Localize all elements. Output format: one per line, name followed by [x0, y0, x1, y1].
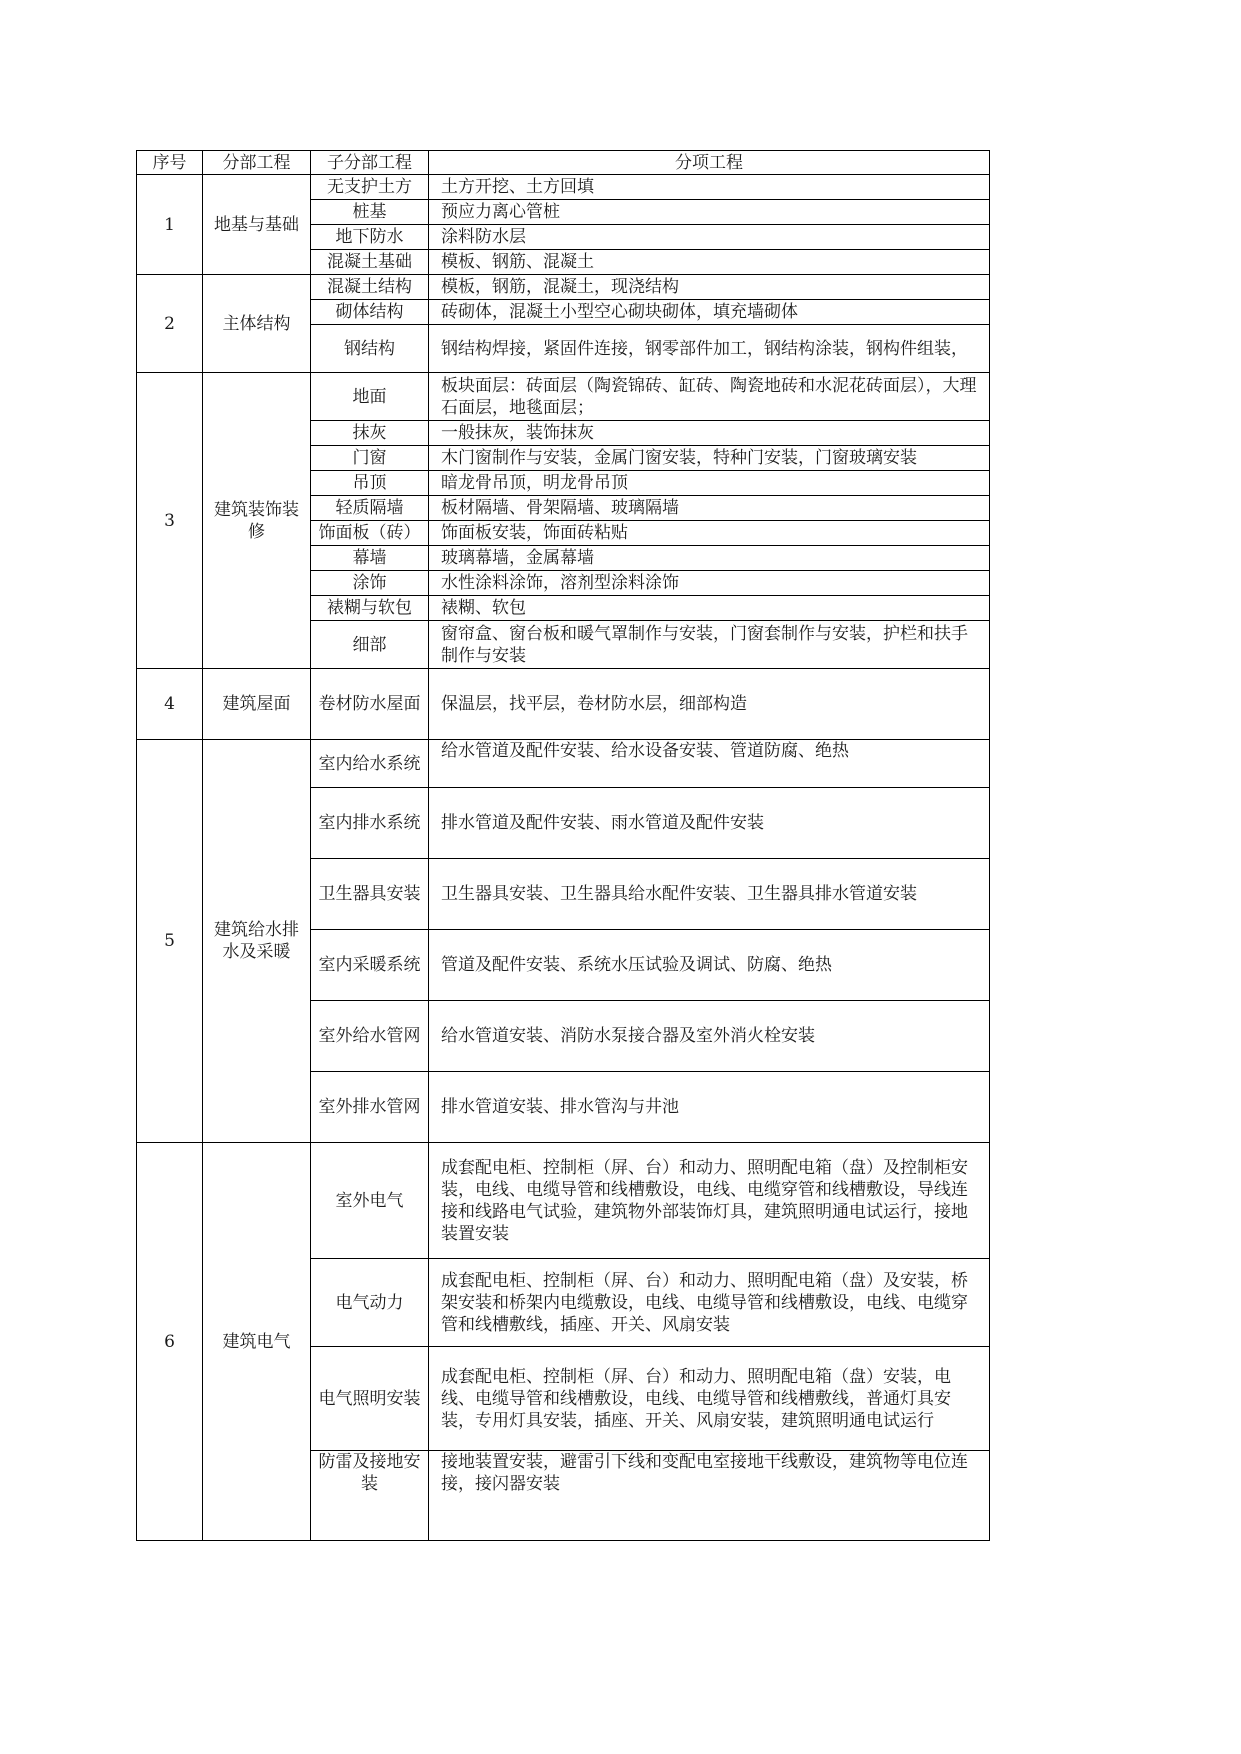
- item-list: 给水管道及配件安装、给水设备安装、管道防腐、绝热: [429, 740, 990, 788]
- item-list: 保温层，找平层，卷材防水层，细部构造: [429, 669, 990, 740]
- division-name: 主体结构: [203, 275, 311, 373]
- subdivision-name: 吊顶: [311, 471, 429, 496]
- header-items: 分项工程: [429, 151, 990, 175]
- item-list: 接地装置安装，避雷引下线和变配电室接地干线敷设，建筑物等电位连接，接闪器安装: [429, 1451, 990, 1541]
- item-list: 管道及配件安装、系统水压试验及调试、防腐、绝热: [429, 930, 990, 1001]
- item-list: 土方开挖、土方回填: [429, 175, 990, 200]
- item-list: 木门窗制作与安装，金属门窗安装，特种门安装，门窗玻璃安装: [429, 446, 990, 471]
- item-list: 成套配电柜、控制柜（屏、台）和动力、照明配电箱（盘）及安装，桥架安装和桥架内电缆敷设，电线、电缆导管和线槽敷设，电线、电缆穿管和线槽敷线，插座、开关、风扇安装: [429, 1259, 990, 1347]
- item-list: 板材隔墙、骨架隔墙、玻璃隔墙: [429, 496, 990, 521]
- subdivision-name: 室外电气: [311, 1143, 429, 1259]
- table-row: [137, 373, 990, 421]
- subdivision-name: 室内采暖系统: [311, 930, 429, 1001]
- subdivision-name: 钢结构: [311, 325, 429, 373]
- row-number: 4: [137, 669, 203, 740]
- subdivision-name: 电气动力: [311, 1259, 429, 1347]
- item-list: 水性涂料涂饰，溶剂型涂料涂饰: [429, 571, 990, 596]
- row-number: 2: [137, 275, 203, 373]
- division-name: 建筑装饰装修: [203, 373, 311, 669]
- item-list: 预应力离心管桩: [429, 200, 990, 225]
- subdivision-name: 裱糊与软包: [311, 596, 429, 621]
- item-list: 成套配电柜、控制柜（屏、台）和动力、照明配电箱（盘）及控制柜安装，电线、电缆导管和线槽敷设，电线、电缆穿管和线槽敷设，导线连接和线路电气试验，建筑物外部装饰灯具，建筑照明通电试运行，接地装置安装: [429, 1143, 990, 1259]
- subdivision-name: 卷材防水屋面: [311, 669, 429, 740]
- subdivision-name: 室内给水系统: [311, 740, 429, 788]
- division-table: [136, 150, 990, 1541]
- subdivision-name: 室外给水管网: [311, 1001, 429, 1072]
- subdivision-name: 门窗: [311, 446, 429, 471]
- item-list: 卫生器具安装、卫生器具给水配件安装、卫生器具排水管道安装: [429, 859, 990, 930]
- header-division: 分部工程: [203, 151, 311, 175]
- item-list: 一般抹灰，装饰抹灰: [429, 421, 990, 446]
- subdivision-name: 无支护土方: [311, 175, 429, 200]
- item-list: 裱糊、软包: [429, 596, 990, 621]
- item-list: 窗帘盒、窗台板和暖气罩制作与安装，门窗套制作与安装，护栏和扶手制作与安装: [429, 621, 990, 669]
- row-number: 5: [137, 740, 203, 1143]
- item-list: 成套配电柜、控制柜（屏、台）和动力、照明配电箱（盘）安装，电线、电缆导管和线槽敷设，电线、电缆导管和线槽敷线，普通灯具安装，专用灯具安装，插座、开关、风扇安装，建筑照明通电试运行: [429, 1347, 990, 1451]
- item-list: 排水管道安装、排水管沟与井池: [429, 1072, 990, 1143]
- row-number: 1: [137, 175, 203, 275]
- item-list: 玻璃幕墙，金属幕墙: [429, 546, 990, 571]
- division-name: 建筑屋面: [203, 669, 311, 740]
- header-no: 序号: [137, 151, 203, 175]
- subdivision-name: 室外排水管网: [311, 1072, 429, 1143]
- row-number: 6: [137, 1143, 203, 1541]
- subdivision-name: 电气照明安装: [311, 1347, 429, 1451]
- table-row: [137, 1143, 990, 1259]
- table-row: [137, 175, 990, 200]
- division-name: 地基与基础: [203, 175, 311, 275]
- item-list: 钢结构焊接，紧固件连接，钢零部件加工，钢结构涂装，钢构件组装，: [429, 325, 990, 373]
- subdivision-name: 涂饰: [311, 571, 429, 596]
- header-subdivision: 子分部工程: [311, 151, 429, 175]
- table-row: [137, 669, 990, 740]
- subdivision-name: 桩基: [311, 200, 429, 225]
- item-list: 模板、钢筋、混凝土: [429, 250, 990, 275]
- subdivision-name: 混凝土结构: [311, 275, 429, 300]
- item-list: 模板，钢筋，混凝土，现浇结构: [429, 275, 990, 300]
- item-list: 板块面层：砖面层（陶瓷锦砖、缸砖、陶瓷地砖和水泥花砖面层），大理石面层，地毯面层；: [429, 373, 990, 421]
- division-name: 建筑电气: [203, 1143, 311, 1541]
- table-row: [137, 740, 990, 788]
- item-list: 饰面板安装，饰面砖粘贴: [429, 521, 990, 546]
- subdivision-name: 室内排水系统: [311, 788, 429, 859]
- item-list: 砖砌体，混凝土小型空心砌块砌体，填充墙砌体: [429, 300, 990, 325]
- division-name: 建筑给水排水及采暖: [203, 740, 311, 1143]
- subdivision-name: 混凝土基础: [311, 250, 429, 275]
- table-row: [137, 275, 990, 300]
- header-row: [137, 151, 990, 175]
- subdivision-name: 砌体结构: [311, 300, 429, 325]
- item-list: 涂料防水层: [429, 225, 990, 250]
- subdivision-name: 幕墙: [311, 546, 429, 571]
- item-list: 给水管道安装、消防水泵接合器及室外消火栓安装: [429, 1001, 990, 1072]
- subdivision-name: 细部: [311, 621, 429, 669]
- subdivision-name: 防雷及接地安装: [311, 1451, 429, 1541]
- item-list: 排水管道及配件安装、雨水管道及配件安装: [429, 788, 990, 859]
- subdivision-name: 卫生器具安装: [311, 859, 429, 930]
- row-number: 3: [137, 373, 203, 669]
- item-list: 暗龙骨吊顶，明龙骨吊顶: [429, 471, 990, 496]
- subdivision-name: 抹灰: [311, 421, 429, 446]
- subdivision-name: 饰面板（砖）: [311, 521, 429, 546]
- subdivision-name: 地面: [311, 373, 429, 421]
- subdivision-name: 地下防水: [311, 225, 429, 250]
- subdivision-name: 轻质隔墙: [311, 496, 429, 521]
